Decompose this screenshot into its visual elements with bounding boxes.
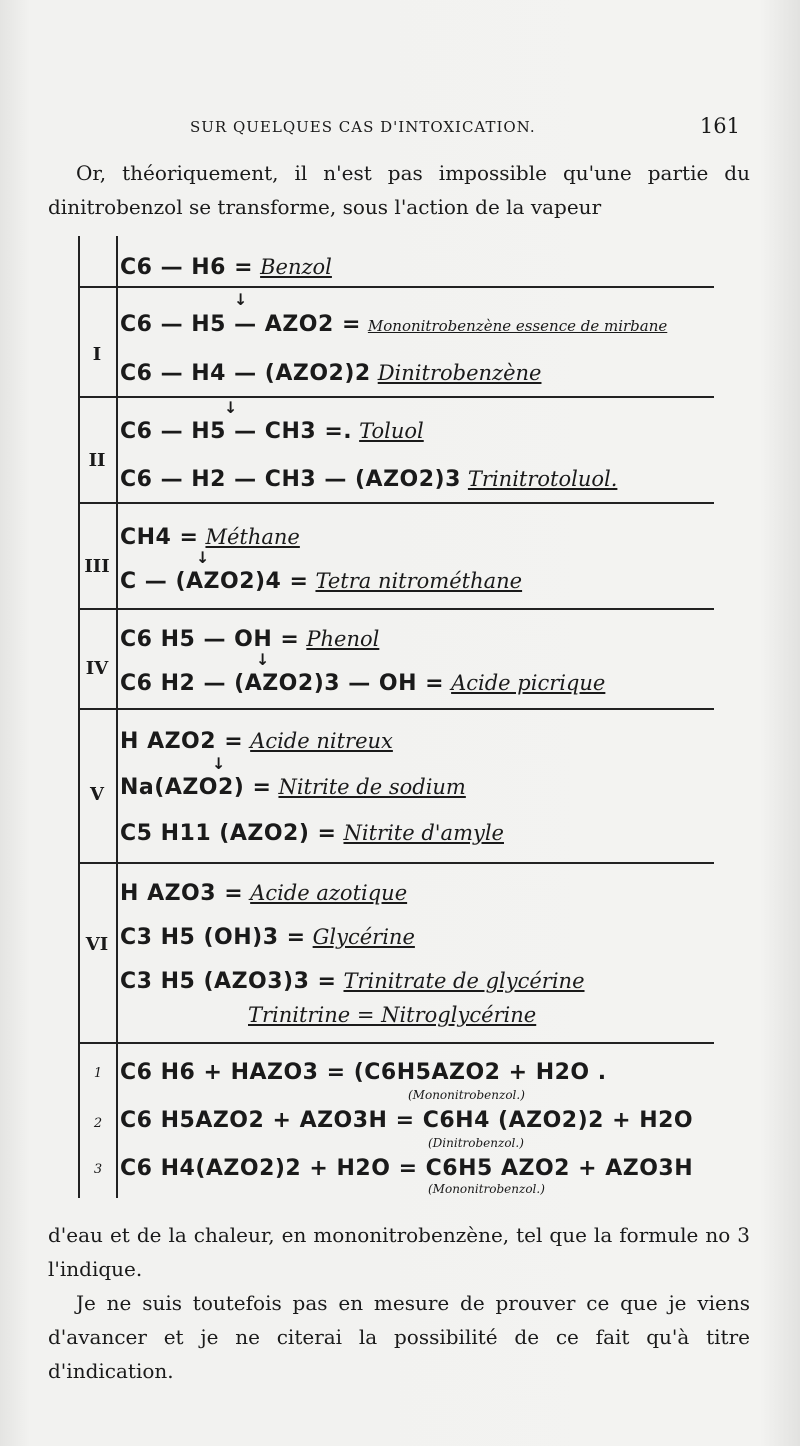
formula: C3 H5 (AZO3)3 =	[120, 969, 337, 994]
section-numeral: VI	[85, 934, 109, 955]
table-row	[120, 1106, 693, 1136]
section-numeral: V	[90, 784, 104, 805]
section-numeral: I	[92, 344, 102, 365]
compound-name: Acide azotique	[250, 881, 408, 905]
reaction-number: 3	[93, 1162, 103, 1177]
section-numeral: IV	[85, 658, 109, 679]
formula: C3 H5 (OH)3 =	[120, 925, 306, 950]
formula: CH4 =	[120, 525, 199, 550]
reaction-note: (Mononitrobenzol.)	[428, 1182, 545, 1196]
table-row	[120, 416, 424, 447]
running-title: SUR QUELQUES CAS D'INTOXICATION.	[190, 118, 536, 136]
reaction-number: 2	[93, 1116, 103, 1131]
compound-name: Tetra nitrométhane	[315, 569, 523, 593]
formula: C5 H11 (AZO2) =	[120, 821, 337, 846]
nitration-table	[78, 236, 714, 1198]
table-row	[120, 772, 466, 803]
formula: C6 — H2 — CH3 — (AZO2)3	[120, 467, 461, 492]
table-row	[120, 726, 393, 757]
compound-name: Dinitrobenzène	[377, 361, 542, 385]
table-row	[120, 522, 300, 553]
arrow-down-icon: ↓	[224, 398, 238, 417]
section-numeral: II	[88, 450, 106, 471]
reaction-formula: C6 H4(AZO2)2 + H2O = C6H5 AZO2 + AZO3H	[120, 1156, 694, 1181]
table-row	[120, 818, 504, 849]
compound-name: Toluol	[359, 419, 424, 443]
compound-name: Trinitrine = Nitroglycérine	[248, 1003, 537, 1027]
formula: C6 — H4 — (AZO2)2	[120, 361, 371, 386]
table-row	[120, 878, 407, 909]
formula: C6 — H5 — AZO2 =	[120, 312, 361, 337]
arrow-down-icon: ↓	[212, 754, 226, 773]
table-row	[120, 464, 617, 495]
compound-name: Nitrite de sodium	[278, 775, 466, 799]
table-row	[120, 922, 415, 953]
arrow-down-icon: ↓	[234, 290, 248, 309]
compound-name: Acide nitreux	[250, 729, 393, 753]
compound-name: Trinitrate de glycérine	[343, 969, 585, 993]
compound-name: Trinitrotoluol.	[467, 467, 618, 491]
outro-paragraph-1: d'eau et de la chaleur, en mononitrobenzène, tel que la formule no 3 l'indique.	[48, 1223, 750, 1281]
reaction-note: (Mononitrobenzol.)	[408, 1088, 525, 1102]
table-section-1	[78, 288, 714, 398]
compound-name: Mononitrobenzène essence de mirbane	[367, 317, 668, 335]
formula: C6 H2 — (AZO2)3 — OH =	[120, 671, 445, 696]
formula: C6 H5 — OH =	[120, 627, 300, 652]
compound-name: Nitrite d'amyle	[343, 821, 504, 845]
reaction-note: (Dinitrobenzol.)	[428, 1136, 524, 1150]
table-section-reactions	[78, 1044, 714, 1198]
table-section-5	[78, 710, 714, 864]
formula: H AZO3 =	[120, 881, 244, 906]
table-section-4	[78, 610, 714, 710]
table-row	[120, 668, 605, 699]
arrow-down-icon: ↓	[256, 650, 270, 669]
intro-paragraph: Or, théoriquement, il n'est pas impossible qu'une partie du dinitrobenzol se transforme, sous l'action de la vapeur	[48, 161, 750, 219]
formula: C6 — H6 =	[120, 255, 254, 280]
compound-name: Acide picrique	[451, 671, 606, 695]
table-row	[120, 310, 667, 341]
compound-name: Phenol	[306, 627, 380, 651]
table-row	[120, 624, 379, 655]
table-row	[120, 1154, 693, 1184]
table-row	[120, 252, 332, 283]
table-section-3	[78, 504, 714, 610]
compound-name: Méthane	[205, 525, 300, 549]
outro-paragraph-2: Je ne suis toutefois pas en mesure de prouver ce que je viens d'avancer et je ne citerai la possibilité de ce fait qu'à titre d'indication.	[48, 1291, 750, 1383]
formula: H AZO2 =	[120, 729, 244, 754]
table-section-benzol	[78, 236, 714, 288]
section-numeral: III	[84, 556, 110, 577]
table-section-2	[78, 398, 714, 504]
formula: Na(AZO2) =	[120, 775, 272, 800]
table-row	[120, 1058, 607, 1088]
table-row	[120, 966, 585, 997]
reaction-formula: C6 H6 + HAZO3 = (C6H5AZO2 + H2O .	[120, 1060, 607, 1085]
table-row	[120, 358, 541, 389]
page-number: 161	[699, 114, 740, 138]
table-row	[120, 566, 522, 597]
reaction-number: 1	[93, 1066, 103, 1081]
formula: C — (AZO2)4 =	[120, 569, 309, 594]
table-row	[248, 1000, 536, 1031]
compound-name: Glycérine	[312, 925, 415, 949]
reaction-formula: C6 H5AZO2 + AZO3H = C6H4 (AZO2)2 + H2O	[120, 1108, 694, 1133]
table-section-6	[78, 864, 714, 1044]
compound-name: Benzol	[260, 255, 332, 279]
arrow-down-icon: ↓	[196, 548, 210, 567]
formula: C6 — H5 — CH3 =.	[120, 419, 353, 444]
